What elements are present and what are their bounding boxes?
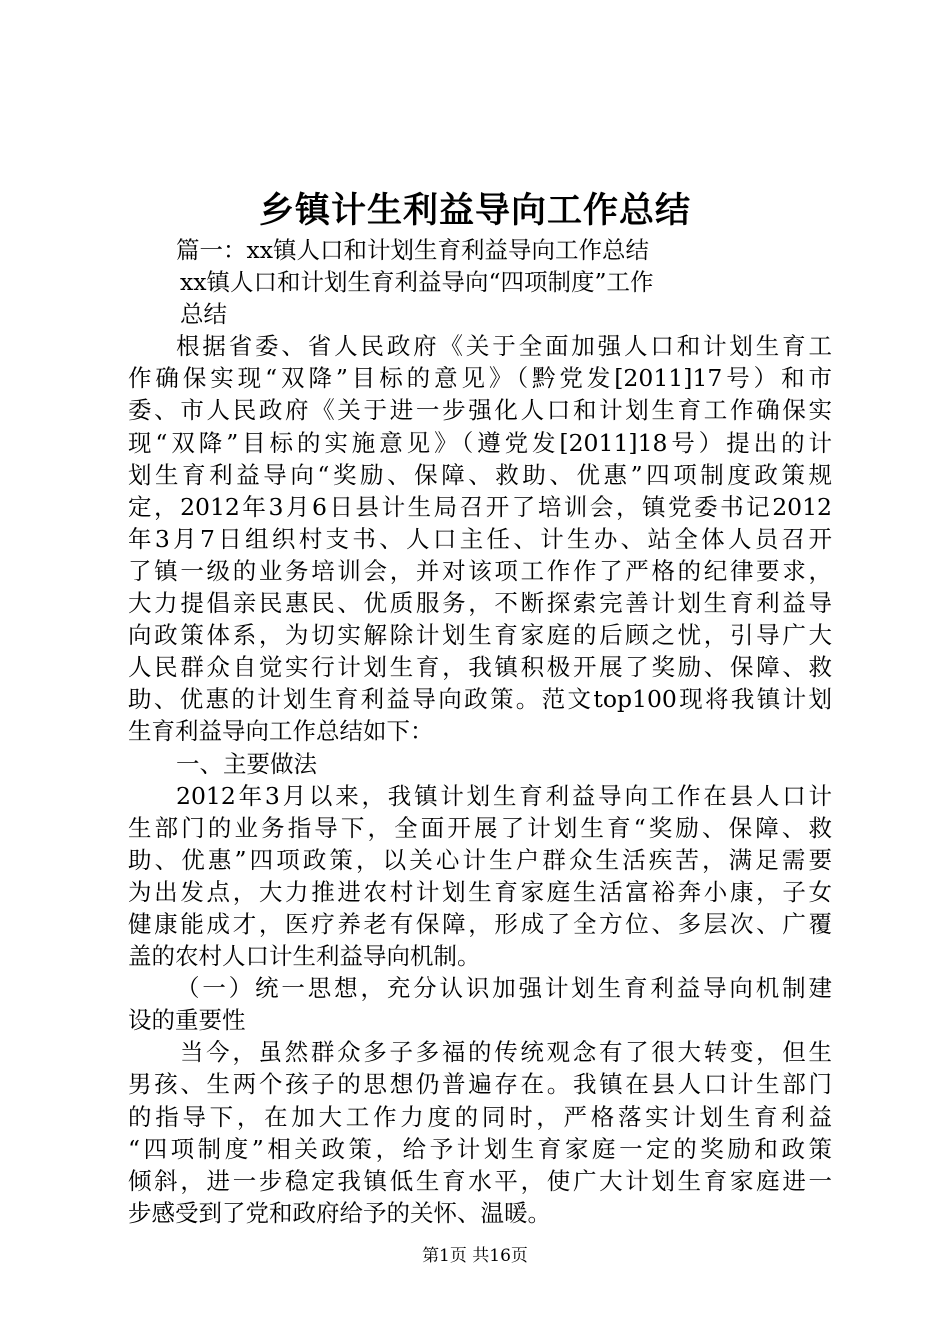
paragraph-line: 大力提倡亲民惠民、优质服务，不断探索完善计划生育利益导 bbox=[128, 589, 832, 618]
paragraph-line: 健康能成才，医疗养老有保障，形成了全方位、多层次、广覆 bbox=[128, 909, 832, 938]
paragraph-line: 设的重要性 bbox=[128, 1006, 246, 1035]
paragraph-line: 生部门的业务指导下，全面开展了计划生育“奖励、保障、救 bbox=[128, 813, 832, 842]
paragraph-line: 了镇一级的业务培训会，并对该项工作作了严格的纪律要求， bbox=[128, 556, 832, 585]
paragraph-line: 一、主要做法 bbox=[176, 749, 317, 778]
document-body bbox=[128, 234, 832, 1229]
paragraph-line: 盖的农村人口计生利益导向机制。 bbox=[128, 942, 481, 971]
paragraph-line: 定，2012年3月6日县计生局召开了培训会，镇党委书记2012 bbox=[128, 492, 832, 521]
paragraph-line: 男孩、生两个孩子的思想仍普遍存在。我镇在县人口计生部门 bbox=[128, 1070, 832, 1099]
paragraph-line: 人民群众自觉实行计划生育，我镇积极开展了奖励、保障、救 bbox=[128, 653, 832, 682]
document-title: 乡镇计生利益导向工作总结 bbox=[258, 191, 691, 231]
paragraph-line: 2012年3月以来，我镇计划生育利益导向工作在县人口计 bbox=[176, 781, 832, 810]
paragraph-line: 根据省委、省人民政府《关于全面加强人口和计划生育工 bbox=[176, 332, 832, 361]
paragraph-line: 为出发点，大力推进农村计划生育家庭生活富裕奔小康，子女 bbox=[128, 877, 832, 906]
paragraph-line: 生育利益导向工作总结如下： bbox=[128, 717, 434, 746]
paragraph-line: 倾斜，进一步稳定我镇低生育水平，使广大计划生育家庭进一 bbox=[128, 1166, 832, 1195]
paragraph-line: 现“双降”目标的实施意见》（遵党发[2011]18号）提出的计 bbox=[128, 428, 832, 457]
paragraph-line: 助、优惠的计划生育利益导向政策。范文top100现将我镇计划 bbox=[128, 685, 832, 714]
paragraph-line: （一）统一思想，充分认识加强计划生育利益导向机制建 bbox=[176, 974, 832, 1003]
paragraph-line: 步感受到了党和政府给予的关怀、温暖。 bbox=[128, 1198, 551, 1227]
paragraph-line: xx镇人口和计划生育利益导向“四项制度”工作 bbox=[180, 268, 654, 297]
paragraph-line: 助、优惠”四项政策，以关心计生户群众生活疾苦，满足需要 bbox=[128, 845, 832, 874]
paragraph-line: 年3月7日组织村支书、人口主任、计生办、站全体人员召开 bbox=[128, 524, 832, 553]
paragraph-line: 总结 bbox=[180, 300, 227, 329]
paragraph-line: 篇一：xx镇人口和计划生育利益导向工作总结 bbox=[176, 236, 650, 264]
paragraph-line: 向政策体系，为切实解除计划生育家庭的后顾之忧，引导广大 bbox=[128, 621, 832, 650]
paragraph-line: 的指导下，在加大工作力度的同时，严格落实计划生育利益 bbox=[128, 1102, 832, 1131]
paragraph-line: “四项制度”相关政策，给予计划生育家庭一定的奖励和政策 bbox=[128, 1134, 832, 1163]
paragraph-line: 委、市人民政府《关于进一步强化人口和计划生育工作确保实 bbox=[128, 396, 832, 425]
paragraph-line: 当今，虽然群众多子多福的传统观念有了很大转变，但生 bbox=[180, 1038, 832, 1067]
paragraph-line: 作确保实现“双降”目标的意见》（黔党发[2011]17号）和市 bbox=[128, 364, 832, 393]
paragraph-line: 划生育利益导向“奖励、保障、救助、优惠”四项制度政策规 bbox=[128, 460, 832, 489]
page-footer: 第1页 共16页 bbox=[422, 1246, 528, 1266]
